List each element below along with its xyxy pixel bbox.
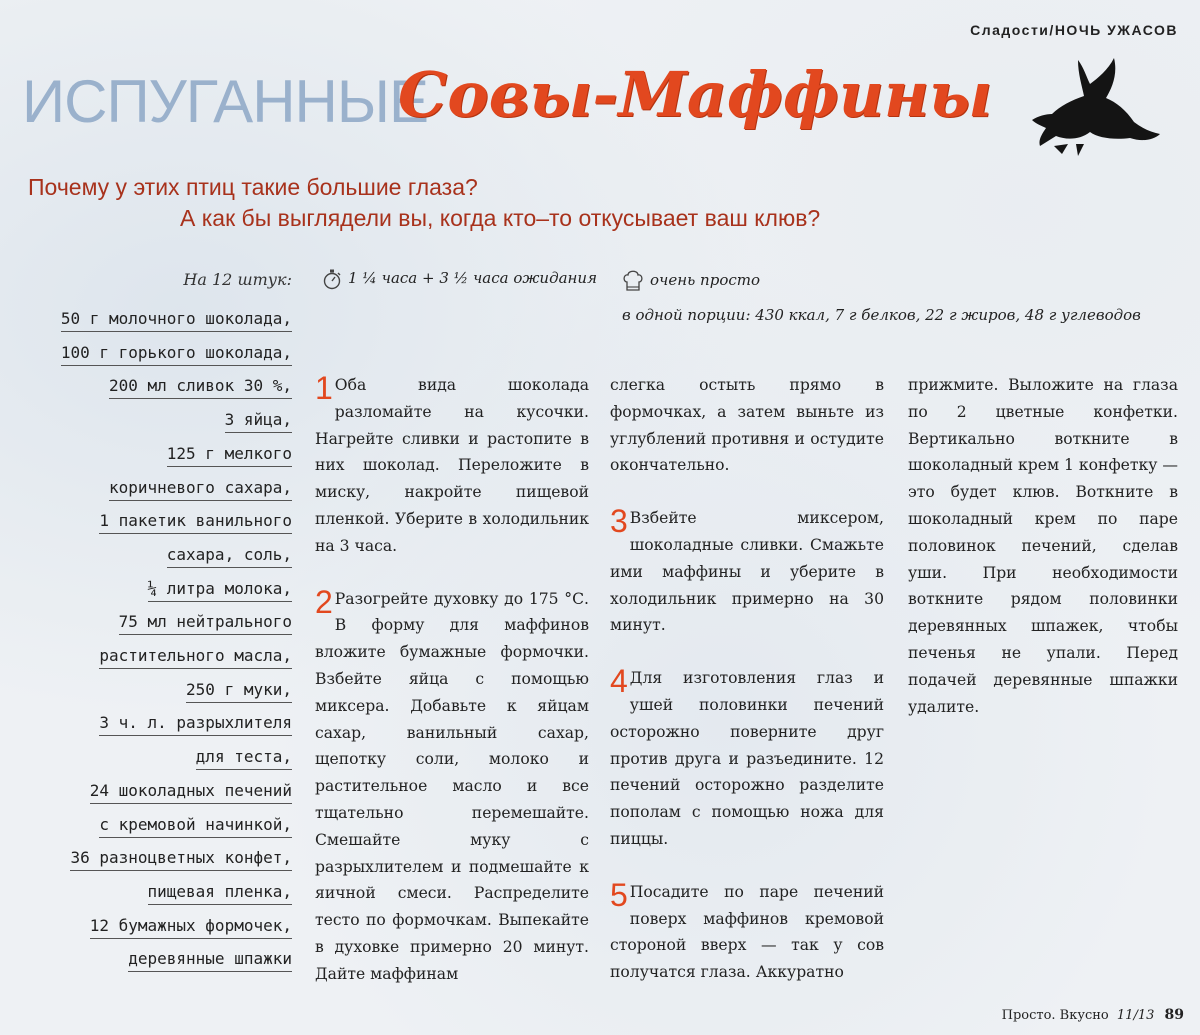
prep-time <box>322 268 597 290</box>
ingredient-item: 50 г молочного шоколада, <box>61 302 292 336</box>
step-2 <box>315 583 589 988</box>
ingredient-item: для теста, <box>61 740 292 774</box>
instructions-column-3 <box>908 372 1178 746</box>
step-5 <box>610 876 884 986</box>
lead-line-1: Почему у этих птиц такие большие глаза? <box>28 174 478 200</box>
page-number: 89 <box>1164 1007 1184 1023</box>
raven-silhouette <box>1022 48 1162 158</box>
magazine-name: Просто. Вкусно <box>1001 1008 1109 1023</box>
step-text: Разогрейте духовку до 175 °С. В форму для маффинов вложите бумажные формочки. Взбейте яйца с помощью миксера. Добавьте к яйцам сахар, ванильный сахар, щепотку соли, молоко и растительное масло и все тщательно перемешайте. Смешайте муку с разрыхлителем и подмешайте к яичной смеси. Распределите тесто по формочкам. Выпекайте в духовке примерно 20 минут. Дайте маффинам <box>315 589 589 983</box>
ingredient-item: коричневого сахара, <box>61 471 292 505</box>
step-number: 4 <box>610 663 628 700</box>
ingredients-heading: На 12 штук: <box>183 270 292 289</box>
step-number: 1 <box>315 370 333 406</box>
step-2-continued <box>610 372 884 479</box>
lead-line-2: А как бы выглядели вы, когда кто–то откусывает ваш клюв? <box>180 205 821 231</box>
step-number: 3 <box>610 503 628 540</box>
title-part-2: Совы-Маффины <box>398 58 993 131</box>
ingredient-item: 125 г мелкого <box>61 437 292 471</box>
ingredient-item: 100 г горького шоколада, <box>61 336 292 370</box>
ingredient-item: деревянные шпажки <box>61 942 292 976</box>
ingredient-item: 1 пакетик ванильного <box>61 504 292 538</box>
difficulty <box>622 268 760 294</box>
step-number: 5 <box>610 876 628 913</box>
ingredient-item: с кремовой начинкой, <box>61 808 292 842</box>
instructions-column-1 <box>315 372 589 1014</box>
section-name: Сладости <box>970 22 1050 38</box>
step-text: Для изготовления глаз и ушей половинки печений осторожно поверните друг против друга и разъедините. 12 печений осторожно разделите пополам с помощью ножа для пиццы. <box>610 669 884 848</box>
step-text: Посадите по паре печений поверх маффинов кремовой стороной вверх — так у сов получатся глаза. Аккуратно <box>610 882 884 982</box>
ingredient-item: 3 яйца, <box>61 403 292 437</box>
ingredient-item: пищевая пленка, <box>61 875 292 909</box>
chef-hat-icon <box>622 268 644 294</box>
instructions-column-2 <box>610 372 884 1012</box>
step-text: Оба вида шоколада разломайте на кусочки. Нагрейте сливки и растопите в них шоколад. Переложите в миску, накройте пищевой пленкой. Уберите в холодильник на 3 часа. <box>315 376 589 555</box>
issue-number: 11/13 <box>1116 1008 1155 1023</box>
page-footer <box>1002 1007 1184 1023</box>
ingredient-item: 3 ч. л. разрыхлителя <box>61 706 292 740</box>
difficulty-text: очень просто <box>650 271 761 289</box>
nutrition-info: в одной порции: 430 ккал, 7 г белков, 22 г жиров, 48 г углеводов <box>622 306 1141 324</box>
lead-question <box>28 172 820 234</box>
step-5-continued <box>908 372 1178 720</box>
ingredient-item: 250 г муки, <box>61 673 292 707</box>
ingredients-list <box>61 302 292 976</box>
step-1 <box>315 372 589 560</box>
ingredient-item: 24 шоколадных печений <box>61 774 292 808</box>
prep-time-text: 1 ¼ часа + 3 ½ часа ожидания <box>348 269 598 287</box>
section-header: Сладости/НОЧЬ УЖАСОВ <box>970 22 1178 38</box>
ingredient-item: 200 мл сливок 30 %, <box>61 369 292 403</box>
ingredient-item: 36 разноцветных конфет, <box>61 841 292 875</box>
step-3 <box>610 505 884 639</box>
step-4 <box>610 665 884 853</box>
stopwatch-icon <box>322 268 342 290</box>
ingredient-item: 12 бумажных формочек, <box>61 909 292 943</box>
step-number: 2 <box>315 583 333 620</box>
ingredient-item: растительного масла, <box>61 639 292 673</box>
ingredient-item: ¼ литра молока, <box>61 572 292 606</box>
step-text: слегка остыть прямо в формочках, а затем выньте из углублений противня и остудите окончательно. <box>610 376 884 475</box>
title-part-1: ИСПУГАННЫЕ <box>22 68 428 135</box>
step-text: прижмите. Выложите на глаза по 2 цветные конфетки. Вертикально воткните в шоколадный крем 1 конфетку — это будет клюв. Воткните в шоколадный крем по паре половинок печений, сделав уши. При необходимости воткните рядом половинки деревянных шпажек, чтобы печенья не упали. Перед подачей деревянные шпажки удалите. <box>908 376 1178 716</box>
step-text: Взбейте миксером, шоколадные сливки. Смажьте ими маффины и уберите в холодильник примерно на 30 минут. <box>610 509 884 635</box>
ingredient-item: 75 мл нейтрального <box>61 605 292 639</box>
ingredient-item: сахара, соль, <box>61 538 292 572</box>
subsection-name: НОЧЬ УЖАСОВ <box>1054 22 1178 38</box>
